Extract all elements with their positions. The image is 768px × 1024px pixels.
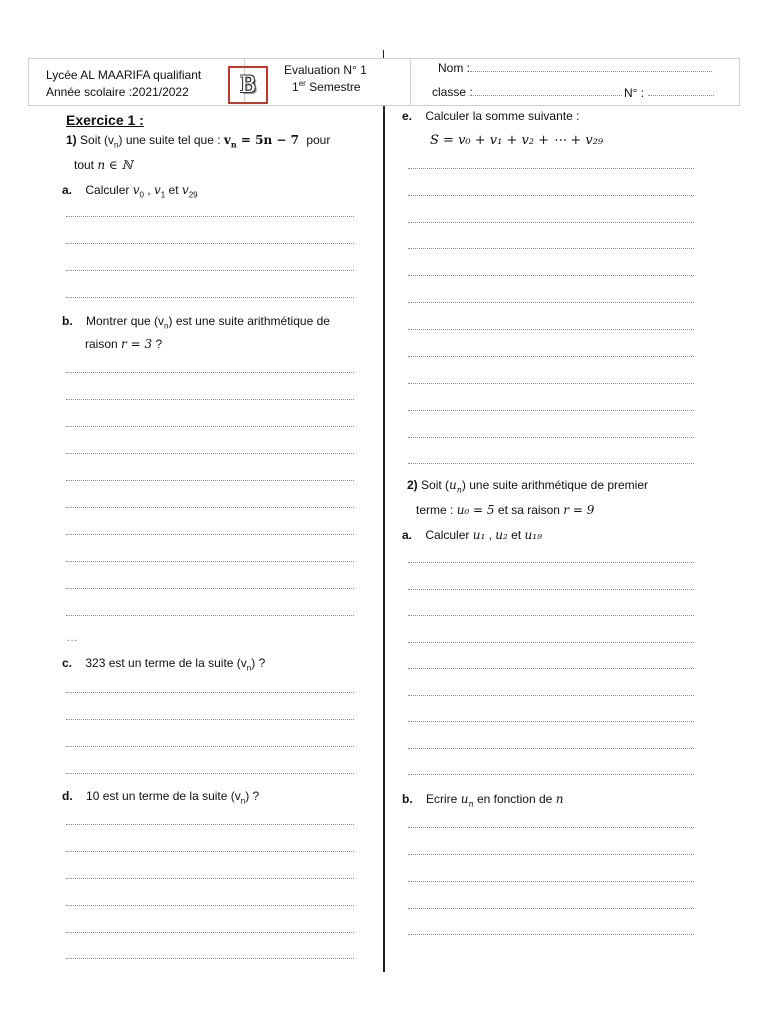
part-label: e. <box>402 109 413 123</box>
part-b-cont <box>85 337 162 351</box>
subscript: n <box>246 663 252 673</box>
answer-line[interactable] <box>66 746 354 747</box>
nom-field[interactable] <box>470 71 712 72</box>
question-number: 2) <box>407 478 418 492</box>
formula: u₀ = 5 <box>456 503 495 517</box>
numero-label: N° : <box>624 86 645 100</box>
part-c <box>62 656 265 672</box>
part-label: b. <box>402 792 413 806</box>
subscript: n <box>114 140 119 150</box>
math-var: v <box>132 183 140 197</box>
answer-line[interactable] <box>66 905 354 906</box>
answer-line[interactable] <box>66 480 354 481</box>
answer-line[interactable] <box>408 463 694 464</box>
answer-line[interactable] <box>408 383 694 384</box>
answer-line[interactable] <box>66 878 354 879</box>
part-a: a. Calculer $v_0$ , $v_1$ et $v_{29}$ <box>62 183 198 200</box>
answer-line[interactable] <box>408 748 694 749</box>
question-1-cont <box>74 158 133 172</box>
math-var: u₁₉ <box>524 528 542 542</box>
column-divider <box>383 106 385 972</box>
answer-line[interactable] <box>408 881 694 882</box>
formula: v <box>223 133 231 147</box>
question-text: Soit ( <box>421 478 450 492</box>
formula: n ∈ ℕ <box>97 158 133 172</box>
answer-line[interactable] <box>408 410 694 411</box>
answer-line[interactable] <box>408 437 694 438</box>
math-var: u₁ <box>472 528 486 542</box>
part-text: ? <box>155 337 163 351</box>
part-a2: a. Calculer u₁ , u₂ et u₁₉ <box>402 528 542 542</box>
answer-line[interactable] <box>408 168 694 169</box>
part-text: ) ? <box>245 789 260 803</box>
answer-line[interactable] <box>66 243 354 244</box>
subscript: n <box>240 796 246 806</box>
part-text: Calculer <box>425 528 470 542</box>
part-b2 <box>402 792 563 808</box>
semester-number: 1 <box>292 80 299 94</box>
logo-letter: B <box>239 72 257 98</box>
formula: r = 3 <box>121 337 153 351</box>
answer-line[interactable] <box>408 695 694 696</box>
part-e <box>402 109 579 123</box>
answer-line[interactable] <box>408 774 694 775</box>
sum-formula: S = v₀ + v₁ + v₂ + ⋯ + v₂₉ <box>430 133 604 148</box>
math-var: u <box>449 478 457 492</box>
numero-field[interactable] <box>648 95 714 96</box>
answer-line[interactable] <box>66 372 354 373</box>
exercise-title: Exercice 1 : <box>66 112 144 128</box>
ellipsis: … <box>66 630 78 644</box>
school-year: Année scolaire :2021/2022 <box>46 85 189 99</box>
part-text: Montrer que (v <box>86 314 165 328</box>
answer-line[interactable] <box>408 329 694 330</box>
question-text: ) une suite tel que : <box>118 133 221 147</box>
part-text: ) ? <box>251 656 266 670</box>
subscript: n <box>230 139 237 150</box>
question-2 <box>407 478 648 494</box>
answer-line[interactable] <box>66 851 354 852</box>
answer-line[interactable] <box>66 216 354 217</box>
answer-line[interactable] <box>66 692 354 693</box>
answer-line[interactable] <box>66 588 354 589</box>
answer-line[interactable] <box>408 721 694 722</box>
question-1 <box>66 133 330 149</box>
part-label: a. <box>402 528 413 542</box>
question-text: pour <box>306 133 331 147</box>
part-text: ) est une suite arithmétique de <box>168 314 330 328</box>
answer-line[interactable] <box>408 589 694 590</box>
answer-line[interactable] <box>66 719 354 720</box>
answer-line[interactable] <box>66 426 354 427</box>
classe-field[interactable] <box>470 95 622 96</box>
answer-line[interactable] <box>66 561 354 562</box>
header-separator <box>410 59 411 105</box>
answer-line[interactable] <box>408 668 694 669</box>
answer-line[interactable] <box>66 824 354 825</box>
part-text: et <box>511 528 522 542</box>
classe-label: classe : <box>432 85 473 99</box>
math-var: v <box>181 183 189 197</box>
evaluation-title: Evaluation N° 1 <box>284 63 367 77</box>
math-var: n <box>555 792 564 806</box>
part-label: c. <box>62 656 73 670</box>
answer-line[interactable] <box>408 195 694 196</box>
part-text: raison <box>85 337 118 351</box>
school-name: Lycée AL MAARIFA qualifiant <box>46 68 202 82</box>
answer-line[interactable] <box>66 932 354 933</box>
subscript: 29 <box>188 190 198 200</box>
part-d <box>62 789 259 805</box>
formula: = 5n − 7 <box>236 133 299 147</box>
part-b <box>62 314 330 330</box>
answer-line[interactable] <box>408 934 694 935</box>
subscript: n <box>164 321 169 331</box>
answer-line[interactable] <box>408 562 694 563</box>
part-text: et <box>168 183 179 197</box>
answer-line[interactable] <box>408 356 694 357</box>
math-var: u₂ <box>495 528 508 542</box>
answer-line[interactable] <box>66 534 354 535</box>
answer-line[interactable] <box>408 302 694 303</box>
subscript: n <box>456 485 462 495</box>
answer-line[interactable] <box>408 615 694 616</box>
part-label: a. <box>62 183 73 197</box>
question-text: Soit (v <box>80 133 115 147</box>
subscript: n <box>468 799 474 809</box>
answer-line[interactable] <box>408 642 694 643</box>
answer-line[interactable] <box>408 908 694 909</box>
part-text: Ecrire <box>426 792 458 806</box>
math-var: u <box>460 792 469 806</box>
subscript: 1 <box>160 190 166 200</box>
answer-line[interactable] <box>66 615 354 616</box>
question-text: tout <box>74 158 95 172</box>
semester-suffix: er <box>298 79 306 88</box>
question-2-cont <box>416 503 594 517</box>
answer-line[interactable] <box>66 453 354 454</box>
part-text: 323 est un terme de la suite (v <box>85 656 247 670</box>
question-text: terme : <box>416 503 454 517</box>
answer-line[interactable] <box>66 773 354 774</box>
part-label: b. <box>62 314 73 328</box>
answer-line[interactable] <box>408 222 694 223</box>
nom-label: Nom : <box>438 61 471 75</box>
question-text: ) une suite arithmétique de premier <box>461 478 649 492</box>
top-tick <box>383 50 384 58</box>
answer-line[interactable] <box>408 827 694 828</box>
semester <box>292 79 361 94</box>
answer-line[interactable] <box>408 248 694 249</box>
answer-line[interactable] <box>66 270 354 271</box>
part-text: 10 est un terme de la suite (v <box>86 789 241 803</box>
answer-line[interactable] <box>66 958 354 959</box>
subscript: 0 <box>139 190 144 200</box>
semester-word: Semestre <box>309 80 361 94</box>
answer-line[interactable] <box>66 399 354 400</box>
part-label: d. <box>62 789 73 803</box>
question-number: 1) <box>66 133 77 147</box>
part-text: Calculer <box>85 183 130 197</box>
part-text: Calculer la somme suivante : <box>425 109 580 123</box>
answer-line[interactable] <box>66 507 354 508</box>
answer-line[interactable] <box>408 275 694 276</box>
part-text: en fonction de <box>476 792 553 806</box>
formula: r = 9 <box>563 503 595 517</box>
question-text: et sa raison <box>497 503 560 517</box>
math-var: v <box>153 183 161 197</box>
school-logo <box>228 66 268 104</box>
answer-line[interactable] <box>66 297 354 298</box>
answer-line[interactable] <box>408 854 694 855</box>
